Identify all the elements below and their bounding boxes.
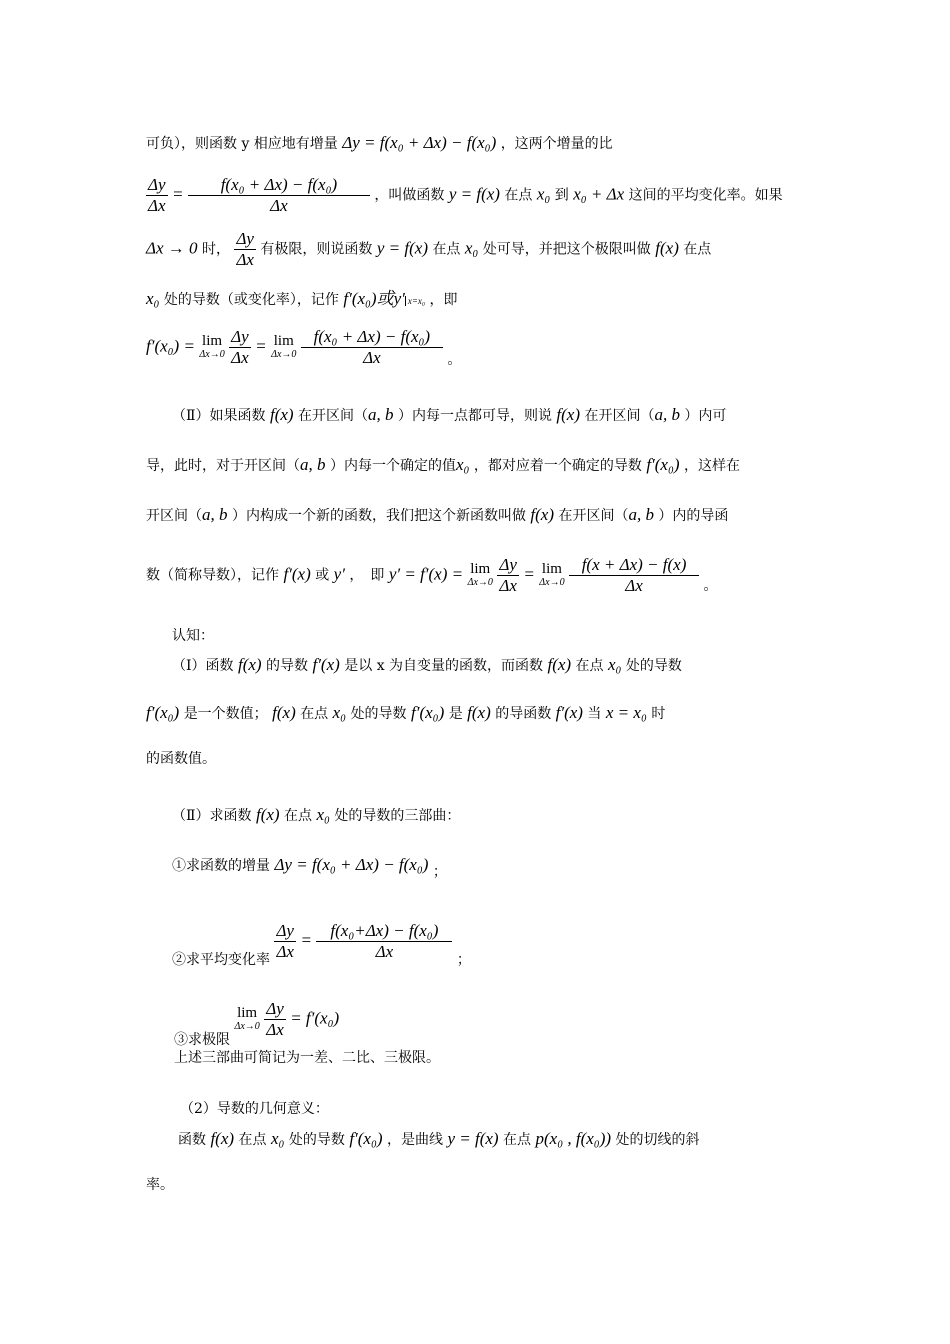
limit-operator: lim Δx→0: [234, 1004, 260, 1032]
text: 时: [651, 706, 666, 722]
text: ）内可: [684, 408, 727, 424]
text: 处可导，并把这个极限叫做: [482, 241, 651, 258]
line-new-function: [146, 506, 728, 525]
formula: a, b: [300, 455, 326, 474]
text: 认知：: [172, 628, 214, 644]
line-numeric-value: [146, 704, 665, 723]
formula: x₀: [146, 289, 160, 308]
text: ，即: [429, 292, 458, 308]
text: ；: [456, 951, 471, 968]
line-average-rate: [146, 176, 783, 215]
formula: f′(x₀): [646, 455, 680, 474]
text: ，这样在: [684, 458, 741, 474]
formula: f(x): [655, 238, 679, 258]
equals: =: [255, 336, 267, 356]
equals: =: [171, 184, 184, 204]
formula-subscript: x=x₀: [405, 296, 425, 306]
formula: x₀: [332, 703, 347, 722]
text: 处的切线的斜: [615, 1132, 700, 1148]
line-function-value: [146, 750, 216, 768]
text: 在开区间（: [298, 408, 369, 424]
text: 在点: [504, 187, 533, 204]
line-step-3: [174, 999, 340, 1048]
formula: a, b: [628, 505, 654, 524]
line-step-2: [172, 921, 471, 968]
fraction: $\frac{\Delta y}{\Delta x}$: [231, 327, 249, 367]
fraction: $\frac{\Delta y}{\Delta x}$: [499, 555, 517, 595]
text: 是一个数值；: [183, 706, 268, 722]
formula: y′: [333, 564, 345, 584]
line-notation: [146, 290, 458, 310]
formula: y′ = f′(x) =: [388, 564, 464, 584]
text: ）内的导函: [658, 508, 729, 524]
text: 率。: [146, 1177, 174, 1193]
text: 处的导数（或变化率），记作: [163, 292, 339, 308]
limit-operator: lim Δx→0: [539, 560, 565, 588]
formula: Δy = f(x₀ + Δx) − f(x₀): [274, 855, 429, 874]
formula: y = f(x): [448, 184, 500, 204]
text: ③求极限: [174, 1031, 230, 1048]
text: 在开区间（: [558, 508, 629, 524]
limit-operator: lim Δx→0: [467, 560, 493, 588]
text: ；: [432, 864, 447, 880]
line-cognition: [172, 627, 214, 645]
text: 数（简称导数），记作: [146, 567, 279, 584]
text: ②求平均变化率: [172, 951, 270, 968]
fraction: $\frac{\text{f(x₀ + Δx) − f(x₀)}}{\Delta x}$: [301, 328, 443, 367]
formula: y = f(x): [447, 1129, 499, 1148]
formula: f(x): [269, 405, 294, 424]
formula: x₀: [316, 805, 330, 824]
formula-delta-y: Δy = f(x₀ + Δx) − f(x₀): [342, 133, 497, 152]
text: 或: [315, 567, 330, 584]
text: 是: [448, 706, 463, 722]
line-I-cognition: [172, 656, 682, 675]
formula: f(x): [556, 405, 581, 424]
line-geometric-meaning-title: [180, 1100, 329, 1118]
line-step-1: [172, 855, 447, 880]
text: 函数: [178, 1132, 206, 1148]
text: （Ⅰ）函数: [172, 658, 234, 674]
formula: y = f(x): [376, 238, 428, 258]
text: 在点: [683, 241, 712, 258]
text: 是以 x 为自变量的函数，而函数: [344, 658, 544, 674]
formula: f′(x): [312, 655, 340, 674]
formula: x₀: [464, 238, 479, 258]
text: 的函数值。: [146, 751, 216, 767]
line-slope: [146, 1176, 174, 1194]
formula: = f′(x₀): [290, 1008, 340, 1028]
text: 时，: [201, 241, 230, 258]
text: 可负），则函数 y 相应地有增量: [146, 136, 338, 152]
text: 的导数: [266, 658, 309, 674]
formula: x₀ + Δx: [573, 184, 625, 204]
text: ，叫做函数: [374, 187, 445, 204]
equals: =: [300, 930, 312, 950]
line-geometric-meaning: [178, 1130, 699, 1149]
formula: x₀: [536, 184, 551, 204]
formula: f′(x₀): [411, 703, 445, 722]
formula: a, b: [368, 405, 394, 424]
formula: x₀: [608, 655, 622, 674]
text: （Ⅱ）求函数: [172, 808, 252, 824]
line-derivative-function: [146, 556, 717, 595]
text: 在点: [300, 706, 329, 722]
limit-operator: lim Δx→0: [199, 332, 225, 360]
text: 。: [447, 351, 462, 368]
text: 有极限，则说函数: [260, 241, 373, 258]
text: ）内每一个确定的值: [329, 458, 456, 474]
formula: f(x): [210, 1129, 235, 1148]
formula: a, b: [654, 405, 680, 424]
text: 上述三部曲可简记为一差、二比、三极限。: [174, 1050, 440, 1066]
text: （Ⅱ）如果函数: [172, 408, 266, 424]
formula: f(x): [467, 703, 491, 722]
formula-notation: f′(x₀)或y′: [343, 289, 405, 308]
text: ①求函数的增量: [172, 858, 270, 874]
fraction: $\frac{f(x + \Delta x) - f(x)}{\Delta x}$: [569, 556, 699, 595]
line-limit-def: [146, 230, 711, 269]
formula: f′(x₀): [349, 1129, 383, 1148]
formula: f(x): [237, 655, 262, 674]
line-derivative-formula: [146, 328, 461, 367]
text: ）内每一点都可导，则说: [397, 408, 552, 424]
text: ）内构成一个新的函数，我们把这个新函数叫做: [231, 508, 526, 524]
text: ， 即: [349, 567, 385, 584]
text: 处的导数的三部曲：: [334, 808, 461, 824]
fraction: $\frac{\Delta y}{\Delta x}$: [276, 921, 294, 961]
text: 导，此时，对于开区间（: [146, 458, 300, 474]
text: 处的导数: [625, 658, 682, 674]
text: ，都对应着一个确定的导数: [473, 458, 642, 474]
formula: f′(x): [283, 564, 311, 584]
text: 处的导数: [288, 1132, 345, 1148]
formula: x₀: [455, 455, 470, 474]
text: ，这两个增量的比: [500, 136, 613, 152]
limit-operator: lim Δx→0: [271, 332, 297, 360]
text: 到: [554, 187, 569, 204]
text: 在点: [284, 808, 313, 824]
formula: f(x): [255, 805, 280, 824]
formula: x₀: [270, 1129, 285, 1148]
fraction-difference-quotient: $\frac{\text{f(x₀ + Δx) − f(x₀)}}{\Delta x}$: [188, 176, 370, 215]
formula: f(x): [547, 655, 572, 674]
text: 。: [703, 577, 718, 594]
formula: p(x₀ , f(x₀)): [535, 1129, 612, 1148]
line-increment: [146, 134, 613, 153]
text: 这间的平均变化率。如果: [628, 187, 783, 204]
text: 在开区间（: [584, 408, 655, 424]
formula: f′(x): [555, 703, 583, 722]
fraction: $\frac{\Delta y}{\Delta x}$: [266, 999, 284, 1039]
formula: a, b: [202, 505, 228, 524]
text: 在点: [575, 658, 604, 674]
formula: f′(x₀) =: [146, 336, 195, 356]
text: 处的导数: [350, 706, 407, 722]
formula: f(x): [530, 505, 554, 524]
text: 在点: [432, 241, 461, 258]
line-II-open-interval: [172, 406, 726, 425]
text: 的导函数: [495, 706, 552, 722]
text: 在点: [503, 1132, 532, 1148]
formula: f(x): [272, 703, 296, 722]
fraction-dy-dx: $\frac{\Delta y}{\Delta x}$: [148, 175, 166, 215]
line-summary: [174, 1049, 440, 1067]
text: 开区间（: [146, 508, 202, 524]
formula: x = x₀: [605, 703, 647, 722]
text: 当: [587, 706, 602, 722]
text: （2）导数的几何意义：: [180, 1101, 329, 1117]
formula: f′(x₀): [146, 703, 180, 722]
fraction: $\frac{\Delta y}{\Delta x}$: [236, 229, 254, 269]
formula: Δx → 0: [146, 238, 198, 258]
text: 在点: [238, 1132, 267, 1148]
equals: =: [523, 564, 535, 584]
fraction: $\frac{\text{f(x₀+Δx) − f(x₀)}}{\Delta x}$: [316, 922, 452, 961]
text: ，是曲线: [387, 1132, 444, 1148]
line-three-steps-title: [172, 806, 460, 825]
line-each-value: [146, 456, 740, 475]
